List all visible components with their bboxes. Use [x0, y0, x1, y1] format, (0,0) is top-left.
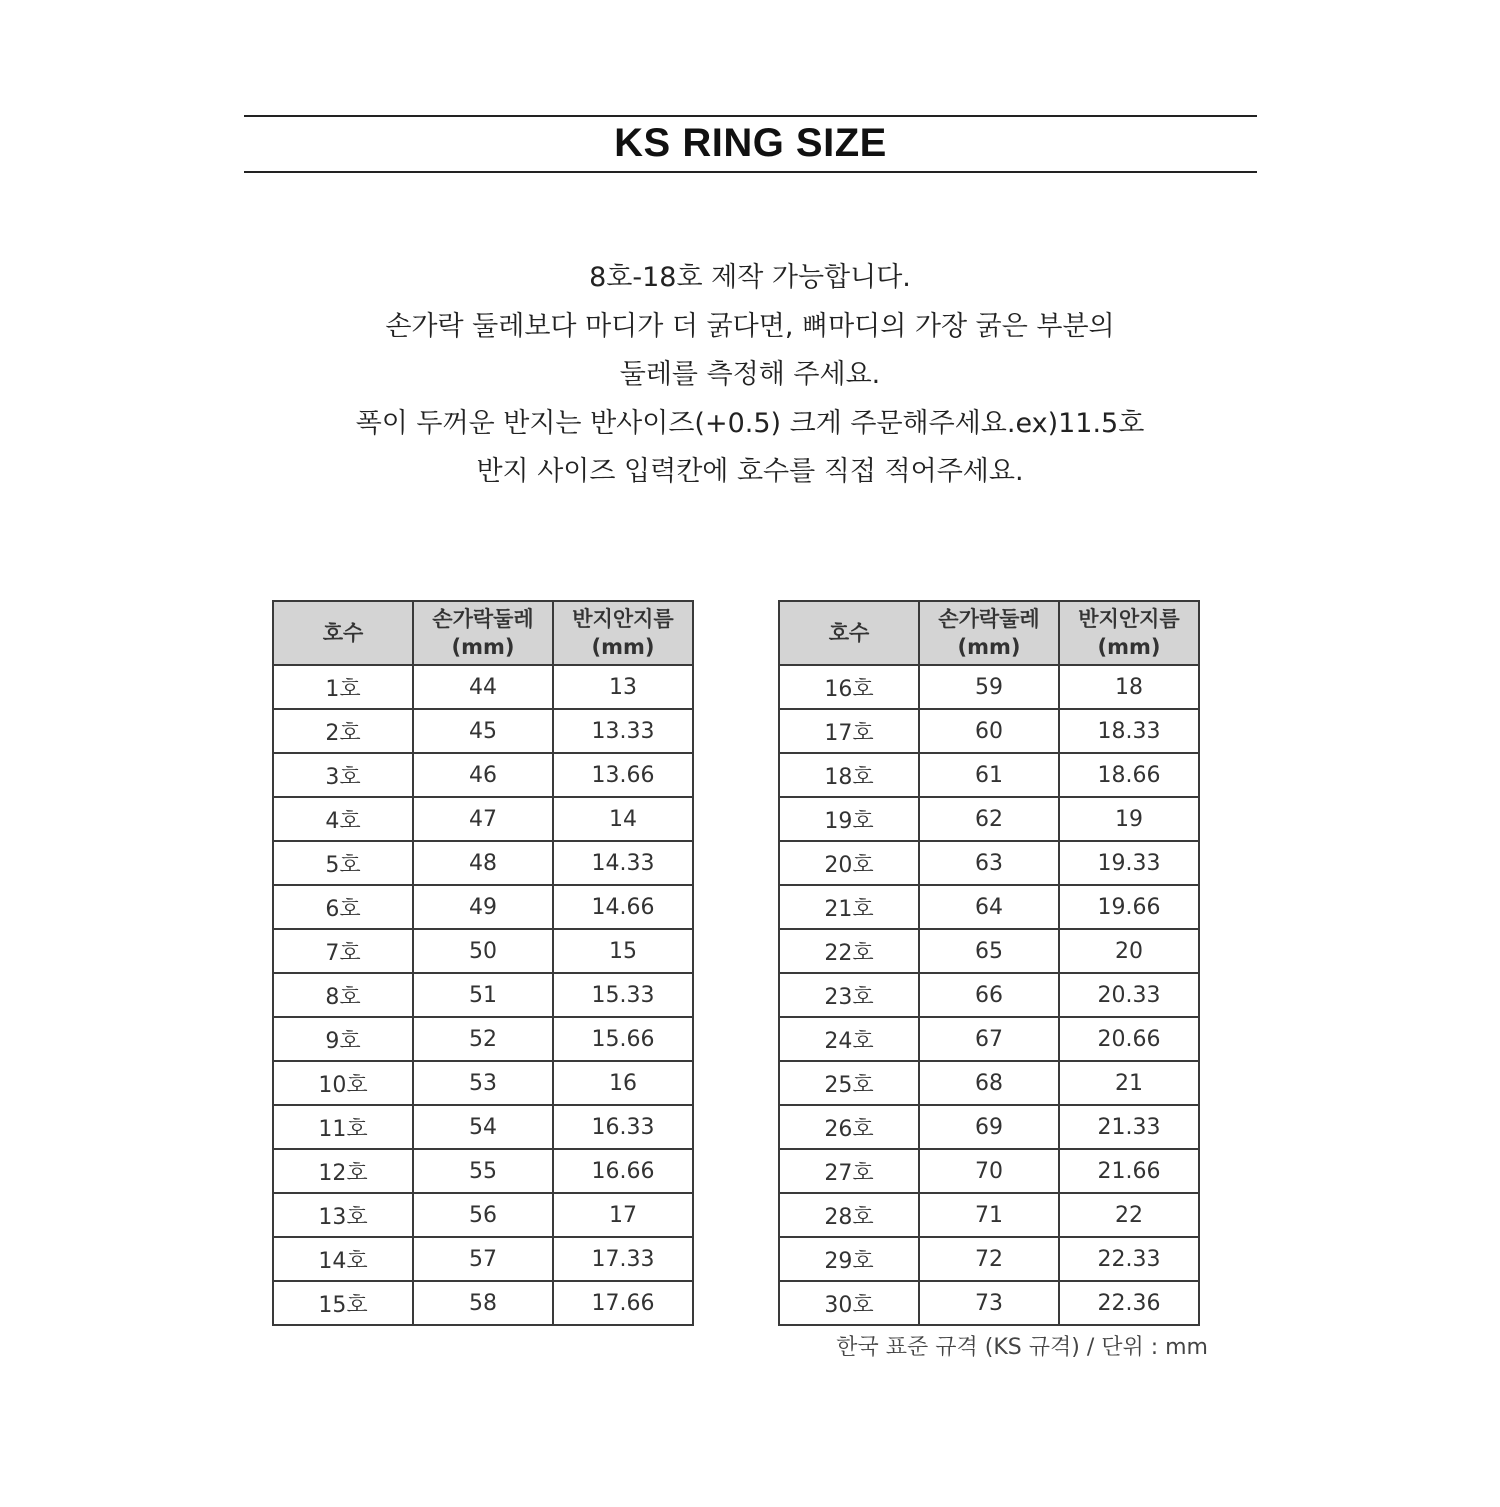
- cell-finger-circumference: 47: [413, 797, 553, 841]
- cell-size: 3호: [273, 753, 413, 797]
- table-row: [273, 929, 693, 973]
- note-line: 반지 사이즈 입력칸에 호수를 직접 적어주세요.: [476, 456, 1024, 487]
- table-row: [779, 841, 1199, 885]
- cell-inner-diameter: 13: [553, 665, 693, 709]
- cell-size: 14호: [273, 1237, 413, 1281]
- table-row: [779, 753, 1199, 797]
- cell-finger-circumference: 48: [413, 841, 553, 885]
- cell-inner-diameter: 20: [1059, 929, 1199, 973]
- table-row: [779, 1105, 1199, 1149]
- header-size: 호수: [779, 601, 919, 665]
- table-row: [273, 885, 693, 929]
- cell-inner-diameter: 17: [553, 1193, 693, 1237]
- cell-inner-diameter: 17.33: [553, 1237, 693, 1281]
- table-row: [779, 1149, 1199, 1193]
- cell-size: 9호: [273, 1017, 413, 1061]
- cell-inner-diameter: 22: [1059, 1193, 1199, 1237]
- cell-size: 29호: [779, 1237, 919, 1281]
- header-inner-diameter: 반지안지름 (mm): [553, 601, 693, 665]
- table-row: [273, 753, 693, 797]
- table-row: [779, 709, 1199, 753]
- cell-size: 21호: [779, 885, 919, 929]
- note-line: 8호-18호 제작 가능합니다.: [589, 262, 911, 293]
- size-table-left: [272, 600, 694, 1326]
- cell-finger-circumference: 52: [413, 1017, 553, 1061]
- cell-size: 19호: [779, 797, 919, 841]
- cell-inner-diameter: 21: [1059, 1061, 1199, 1105]
- table-row: [273, 1193, 693, 1237]
- cell-inner-diameter: 20.66: [1059, 1017, 1199, 1061]
- cell-finger-circumference: 70: [919, 1149, 1059, 1193]
- cell-size: 20호: [779, 841, 919, 885]
- table-header-row: [273, 601, 693, 665]
- table-row: [779, 1237, 1199, 1281]
- header-inner-diameter: 반지안지름 (mm): [1059, 601, 1199, 665]
- cell-size: 23호: [779, 973, 919, 1017]
- cell-finger-circumference: 55: [413, 1149, 553, 1193]
- cell-inner-diameter: 18.66: [1059, 753, 1199, 797]
- cell-finger-circumference: 65: [919, 929, 1059, 973]
- cell-inner-diameter: 22.33: [1059, 1237, 1199, 1281]
- cell-inner-diameter: 21.33: [1059, 1105, 1199, 1149]
- cell-finger-circumference: 46: [413, 753, 553, 797]
- cell-finger-circumference: 66: [919, 973, 1059, 1017]
- cell-finger-circumference: 69: [919, 1105, 1059, 1149]
- cell-finger-circumference: 59: [919, 665, 1059, 709]
- cell-size: 30호: [779, 1281, 919, 1325]
- cell-size: 13호: [273, 1193, 413, 1237]
- cell-finger-circumference: 60: [919, 709, 1059, 753]
- table-row: [273, 709, 693, 753]
- cell-finger-circumference: 44: [413, 665, 553, 709]
- cell-inner-diameter: 19.66: [1059, 885, 1199, 929]
- cell-inner-diameter: 21.66: [1059, 1149, 1199, 1193]
- cell-size: 16호: [779, 665, 919, 709]
- cell-inner-diameter: 19: [1059, 797, 1199, 841]
- cell-size: 24호: [779, 1017, 919, 1061]
- note-line: 손가락 둘레보다 마디가 더 굵다면, 뼈마디의 가장 굵은 부분의: [385, 310, 1115, 342]
- table-row: [273, 1061, 693, 1105]
- notes-block: [150, 254, 1350, 497]
- note-line: 둘레를 측정해 주세요.: [619, 359, 881, 390]
- cell-size: 26호: [779, 1105, 919, 1149]
- size-table-right: [778, 600, 1200, 1326]
- cell-inner-diameter: 13.66: [553, 753, 693, 797]
- header-finger-circumference: 손가락둘레 (mm): [413, 601, 553, 665]
- cell-finger-circumference: 73: [919, 1281, 1059, 1325]
- table-row: [779, 665, 1199, 709]
- table-row: [779, 973, 1199, 1017]
- note-line: 폭이 두꺼운 반지는 반사이즈(+0.5) 크게 주문해주세요.ex)11.5호: [355, 407, 1145, 439]
- cell-inner-diameter: 13.33: [553, 709, 693, 753]
- table-row: [273, 1149, 693, 1193]
- table-row: [779, 1061, 1199, 1105]
- cell-finger-circumference: 54: [413, 1105, 553, 1149]
- table-row: [273, 665, 693, 709]
- cell-finger-circumference: 53: [413, 1061, 553, 1105]
- table-row: [273, 1017, 693, 1061]
- table-row: [273, 973, 693, 1017]
- cell-finger-circumference: 56: [413, 1193, 553, 1237]
- table-row: [273, 1105, 693, 1149]
- cell-finger-circumference: 49: [413, 885, 553, 929]
- cell-finger-circumference: 50: [413, 929, 553, 973]
- cell-finger-circumference: 64: [919, 885, 1059, 929]
- table-row: [273, 1237, 693, 1281]
- cell-size: 27호: [779, 1149, 919, 1193]
- cell-size: 7호: [273, 929, 413, 973]
- cell-inner-diameter: 19.33: [1059, 841, 1199, 885]
- cell-size: 1호: [273, 665, 413, 709]
- cell-size: 6호: [273, 885, 413, 929]
- cell-size: 22호: [779, 929, 919, 973]
- cell-size: 15호: [273, 1281, 413, 1325]
- cell-inner-diameter: 16: [553, 1061, 693, 1105]
- cell-inner-diameter: 15.66: [553, 1017, 693, 1061]
- cell-inner-diameter: 22.36: [1059, 1281, 1199, 1325]
- cell-size: 8호: [273, 973, 413, 1017]
- cell-inner-diameter: 14: [553, 797, 693, 841]
- cell-inner-diameter: 18: [1059, 665, 1199, 709]
- table-row: [273, 797, 693, 841]
- cell-finger-circumference: 61: [919, 753, 1059, 797]
- cell-finger-circumference: 45: [413, 709, 553, 753]
- cell-size: 4호: [273, 797, 413, 841]
- table-row: [779, 1193, 1199, 1237]
- table-row: [779, 885, 1199, 929]
- cell-size: 12호: [273, 1149, 413, 1193]
- footnote: 한국 표준 규격 (KS 규격) / 단위 : mm: [836, 1335, 1208, 1360]
- cell-inner-diameter: 17.66: [553, 1281, 693, 1325]
- cell-size: 17호: [779, 709, 919, 753]
- header-finger-circumference: 손가락둘레 (mm): [919, 601, 1059, 665]
- cell-finger-circumference: 57: [413, 1237, 553, 1281]
- cell-inner-diameter: 15.33: [553, 973, 693, 1017]
- cell-size: 25호: [779, 1061, 919, 1105]
- page-title: KS RING SIZE: [614, 121, 887, 165]
- cell-size: 5호: [273, 841, 413, 885]
- table-row: [273, 1281, 693, 1325]
- table-row: [779, 929, 1199, 973]
- cell-finger-circumference: 67: [919, 1017, 1059, 1061]
- table-row: [273, 841, 693, 885]
- cell-size: 18호: [779, 753, 919, 797]
- cell-finger-circumference: 62: [919, 797, 1059, 841]
- cell-finger-circumference: 71: [919, 1193, 1059, 1237]
- title-band: [244, 115, 1257, 173]
- header-size: 호수: [273, 601, 413, 665]
- cell-inner-diameter: 18.33: [1059, 709, 1199, 753]
- cell-size: 11호: [273, 1105, 413, 1149]
- table-row: [779, 1281, 1199, 1325]
- cell-finger-circumference: 51: [413, 973, 553, 1017]
- cell-inner-diameter: 16.66: [553, 1149, 693, 1193]
- cell-finger-circumference: 58: [413, 1281, 553, 1325]
- table-row: [779, 797, 1199, 841]
- cell-size: 10호: [273, 1061, 413, 1105]
- cell-inner-diameter: 15: [553, 929, 693, 973]
- table-row: [779, 1017, 1199, 1061]
- cell-inner-diameter: 14.66: [553, 885, 693, 929]
- table-header-row: [779, 601, 1199, 665]
- cell-inner-diameter: 14.33: [553, 841, 693, 885]
- cell-finger-circumference: 63: [919, 841, 1059, 885]
- cell-finger-circumference: 72: [919, 1237, 1059, 1281]
- cell-finger-circumference: 68: [919, 1061, 1059, 1105]
- cell-size: 2호: [273, 709, 413, 753]
- cell-size: 28호: [779, 1193, 919, 1237]
- cell-inner-diameter: 16.33: [553, 1105, 693, 1149]
- cell-inner-diameter: 20.33: [1059, 973, 1199, 1017]
